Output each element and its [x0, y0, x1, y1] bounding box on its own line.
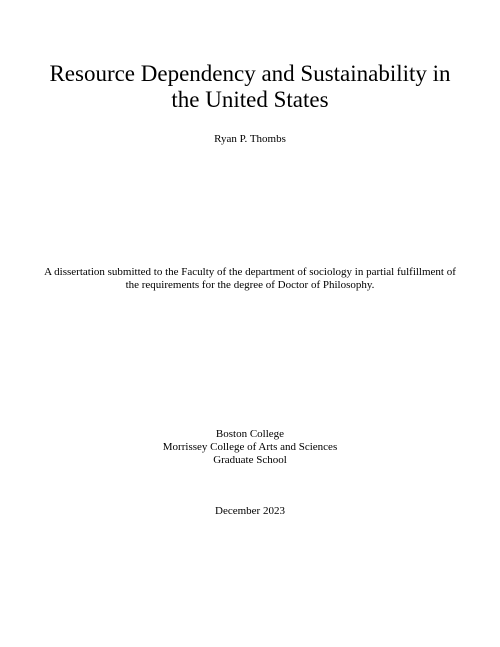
- degree-statement: A dissertation submitted to the Faculty of the department of sociology in partial fulfillment of the requirements for the degree of Doctor of Philosophy.: [44, 266, 456, 291]
- author-name: Ryan P. Thombs: [214, 133, 286, 145]
- submission-date: December 2023: [215, 505, 285, 517]
- school-name: Graduate School: [213, 454, 287, 466]
- institution-block: [0, 428, 500, 467]
- college-name: Morrissey College of Arts and Sciences: [162, 441, 338, 453]
- university-name: Boston College: [215, 428, 285, 440]
- document-title: Resource Dependency and Sustainability in the United States: [49, 61, 451, 112]
